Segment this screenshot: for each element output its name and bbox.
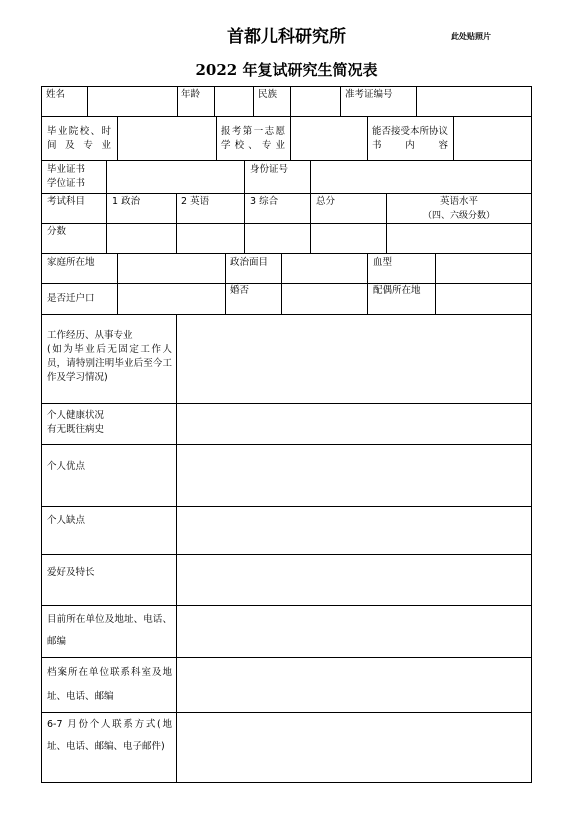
- rule-h: [41, 193, 532, 194]
- input-work-history[interactable]: [177, 315, 531, 403]
- label-health: 个人健康状况 有无既往病史: [47, 410, 105, 435]
- input-hukou-transfer[interactable]: [118, 284, 225, 314]
- current-employer-text: 目前所在单位及地址、电话、邮编: [47, 614, 172, 647]
- input-score-politics[interactable]: [107, 224, 176, 253]
- label-first-choice: 报考第一志愿学校、专业: [221, 126, 285, 151]
- label-english-level: 英语水平: [439, 196, 478, 207]
- label-total-score: 总分: [316, 196, 336, 207]
- rule-v: [367, 253, 368, 314]
- input-hobbies[interactable]: [177, 555, 531, 605]
- label-accept-agreement: 能否接受本所协议书内容: [372, 126, 449, 151]
- input-spouse-location[interactable]: [436, 284, 531, 314]
- label-school-major: 毕业院校、时间及专业: [47, 126, 111, 151]
- label-id-number: 身份证号: [250, 164, 289, 175]
- label-spouse-location: 配偶所在地: [373, 285, 421, 296]
- rule-v: [531, 86, 532, 783]
- label-weaknesses: 个人缺点: [47, 515, 86, 526]
- label-name: 姓名: [46, 89, 66, 100]
- label-age: 年龄: [181, 89, 201, 100]
- rule-v: [367, 116, 368, 160]
- contact-june-july-text: 6-7 月份个人联系方式(地址、电话、邮编、电子邮件): [47, 719, 172, 752]
- input-archives-office[interactable]: [177, 658, 531, 712]
- input-name[interactable]: [88, 87, 177, 116]
- label-contact-june-july: [47, 714, 172, 758]
- rule-v: [177, 86, 178, 116]
- input-home-address[interactable]: [118, 254, 225, 283]
- rule-v: [225, 253, 226, 314]
- input-id-number[interactable]: [311, 161, 531, 193]
- rule-v: [340, 86, 341, 116]
- input-score-english[interactable]: [177, 224, 244, 253]
- input-score-comprehensive[interactable]: [245, 224, 310, 253]
- input-exam-id[interactable]: [417, 87, 531, 116]
- label-hobbies: 爱好及特长: [47, 567, 95, 578]
- input-school-major[interactable]: [118, 117, 216, 160]
- form-title: 2022 年复试研究生简况表: [195, 61, 378, 79]
- input-age[interactable]: [215, 87, 253, 116]
- input-score-total[interactable]: [311, 224, 386, 253]
- label-certificates: 毕业证书 学位证书: [47, 164, 86, 189]
- label-exam-subjects: 考试科目: [47, 196, 86, 207]
- label-home-address: 家庭所在地: [47, 257, 95, 268]
- label-hukou-transfer: 是否迁户口: [47, 293, 95, 304]
- label-subject-comprehensive: 3 综合: [250, 196, 279, 207]
- input-current-employer[interactable]: [177, 606, 531, 657]
- rule-v: [253, 86, 254, 116]
- input-marital-status[interactable]: [282, 284, 367, 314]
- input-certificates[interactable]: [107, 161, 244, 193]
- label-work-history: [47, 329, 172, 385]
- input-political-status[interactable]: [282, 254, 367, 283]
- label-archives-office: [47, 661, 172, 709]
- input-contact-june-july[interactable]: [177, 713, 531, 782]
- rule-v: [41, 86, 42, 783]
- label-blood-type: 血型: [373, 257, 393, 268]
- rule-v: [216, 116, 217, 160]
- input-strengths[interactable]: [177, 445, 531, 506]
- label-current-employer: [47, 609, 172, 653]
- work-history-text: 工作经历、从事专业 (如为毕业后无固定工作人员，请特别注明毕业后至今工作及学习情况): [47, 330, 172, 383]
- input-weaknesses[interactable]: [177, 507, 531, 554]
- photo-note: 此处贴照片: [451, 32, 491, 41]
- input-blood-type[interactable]: [436, 254, 531, 283]
- org-title: 首都儿科研究所: [227, 27, 346, 47]
- label-strengths: 个人优点: [47, 461, 86, 472]
- label-scores: 分数: [47, 226, 67, 237]
- label-ethnicity: 民族: [258, 89, 278, 100]
- input-health[interactable]: [177, 404, 531, 444]
- archives-office-text: 档案所在单位联系科室及地址、电话、邮编: [47, 667, 172, 702]
- input-english-level[interactable]: [387, 224, 531, 253]
- rule-v: [244, 160, 245, 193]
- label-subject-english: 2 英语: [181, 196, 210, 207]
- label-subject-politics: 1 政治: [112, 196, 141, 207]
- label-political-status: 政治面目: [230, 257, 269, 268]
- input-ethnicity[interactable]: [291, 87, 340, 116]
- label-english-level-note: （四、六级分数）: [422, 211, 495, 221]
- input-accept-agreement[interactable]: [454, 117, 531, 160]
- input-first-choice[interactable]: [291, 117, 367, 160]
- rule-h: [41, 782, 532, 783]
- label-exam-id: 准考证编号: [345, 89, 393, 100]
- label-marital-status: 婚否: [230, 285, 250, 296]
